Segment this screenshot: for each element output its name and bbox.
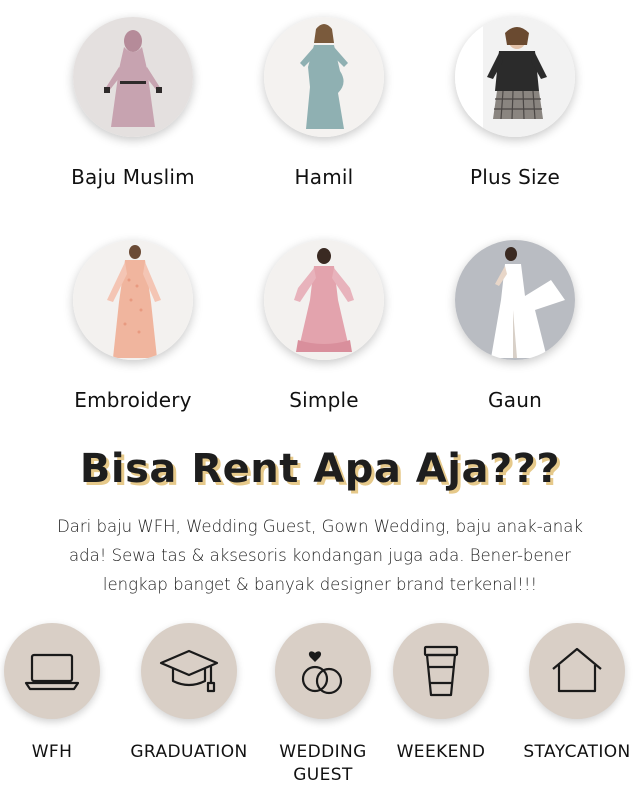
- occasion-wedding-guest[interactable]: [258, 623, 388, 787]
- coffee-cup-icon: [393, 623, 489, 719]
- occasion-label: [258, 741, 388, 787]
- headline: Bisa Rent Apa Aja???: [79, 446, 561, 492]
- category-label: Embroidery: [74, 388, 192, 412]
- simple-dress-photo: [264, 240, 384, 360]
- category-label: Plus Size: [470, 165, 560, 189]
- occasion-staycation[interactable]: [512, 623, 640, 764]
- occasion-label: WFH: [31, 742, 73, 762]
- occasion-graduation[interactable]: [124, 623, 254, 764]
- gown-photo: [455, 240, 575, 360]
- category-embroidery[interactable]: [43, 240, 223, 412]
- category-hamil[interactable]: [234, 17, 414, 189]
- graduation-cap-icon: [141, 623, 237, 719]
- maternity-dress-photo: [264, 17, 384, 137]
- occasion-label: STAYCATION: [523, 742, 631, 762]
- plus-size-outfit-photo: [455, 17, 575, 137]
- wedding-rings-icon: [275, 623, 371, 719]
- occasion-wfh[interactable]: [0, 623, 117, 764]
- description: [14, 512, 626, 599]
- category-label: Gaun: [488, 388, 542, 412]
- category-label: Baju Muslim: [71, 165, 195, 189]
- description-line: ada! Sewa tas & aksesoris kondangan juga ada. Bener-bener: [69, 546, 571, 565]
- house-icon: [529, 623, 625, 719]
- category-label: Hamil: [294, 165, 354, 189]
- occasion-weekend[interactable]: [376, 623, 506, 764]
- occasion-label-line: WEDDING: [279, 742, 367, 762]
- category-baju-muslim[interactable]: [43, 17, 223, 189]
- description-line: Dari baju WFH, Wedding Guest, Gown Wedding, baju anak-anak: [57, 517, 583, 536]
- category-simple[interactable]: [234, 240, 414, 412]
- category-label: Simple: [289, 388, 359, 412]
- description-line: lengkap banget & banyak designer brand terkenal!!!: [102, 575, 538, 594]
- category-plus-size[interactable]: [425, 17, 605, 189]
- category-gaun[interactable]: [425, 240, 605, 412]
- occasion-label: WEEKEND: [396, 742, 486, 762]
- embroidery-dress-photo: [73, 240, 193, 360]
- laptop-icon: [4, 623, 100, 719]
- occasion-label: GRADUATION: [130, 742, 248, 762]
- muslim-dress-photo: [73, 17, 193, 137]
- occasion-label-line: GUEST: [293, 765, 353, 785]
